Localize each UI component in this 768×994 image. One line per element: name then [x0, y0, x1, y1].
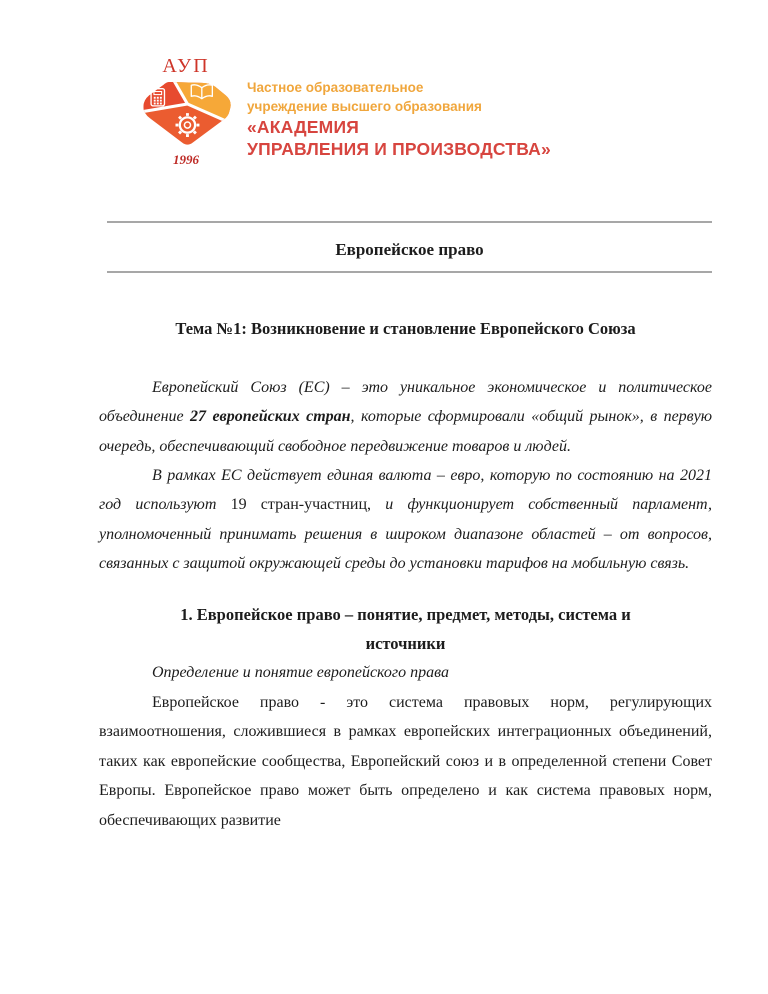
org-type-line: Частное образовательное	[247, 80, 424, 95]
organization-name-block	[247, 55, 551, 167]
academy-acronym: АУП	[162, 55, 210, 77]
document-content	[99, 221, 712, 835]
paragraph-segment: , которые сформировали «общий рынок», в первую очередь, обеспечивающий свободное передвижение товаров и людей.	[99, 408, 712, 455]
org-name-line: «АКАДЕМИЯ	[247, 117, 360, 137]
subheading-definition: Определение и понятие европейского права	[152, 664, 449, 682]
section-heading	[99, 600, 712, 659]
paragraph-european-law: Европейское право - это система правовых норм, регулирующих взаимоотношения, сложившиеся в рамках европейских интеграционных объединений, таких как европейские сообщества, Европейский союз и в определенной степени Совет Европы. Европейское право может быть определено и как система правовых норм, обеспечивающих развитие	[99, 693, 712, 829]
paragraph-segment-bold: 27 европейских стран	[190, 408, 351, 426]
academy-emblem	[136, 55, 236, 167]
shield-emblem-graphic	[137, 81, 236, 148]
course-title: Европейское право	[335, 240, 484, 259]
section-heading-line: 1. Европейское право – понятие, предмет, методы, система и	[180, 604, 631, 624]
course-title-block	[107, 221, 712, 273]
org-type-line: учреждение высшего образования	[247, 99, 482, 114]
paragraph-segment-upright: 19 стран-участниц,	[230, 496, 372, 514]
paragraph-segment: и функционирует собственный парламент, уполномоченный принимать решения в широком диапазоне областей – от вопросов, связанных с защитой окружающей среды до установки тарифов на мобильную связь.	[99, 496, 713, 573]
founding-year: 1996	[173, 152, 199, 167]
paragraph-segment: Европейский Союз (ЕС) – это уникальное экономическое и политическое объединение	[99, 378, 712, 426]
section-heading-line: источники	[365, 634, 446, 654]
topic-heading: Тема №1: Возникновение и становление Европейского Союза	[175, 319, 636, 339]
paragraph-eu-currency	[99, 461, 712, 579]
paragraph-eu-definition	[99, 373, 712, 461]
org-name-line: УПРАВЛЕНИЯ И ПРОИЗВОДСТВА»	[247, 139, 551, 159]
paragraph-segment: В рамках ЕС действует единая валюта – евро, которую по состоянию на 2021 год используют	[99, 467, 712, 514]
university-logo	[136, 55, 551, 167]
